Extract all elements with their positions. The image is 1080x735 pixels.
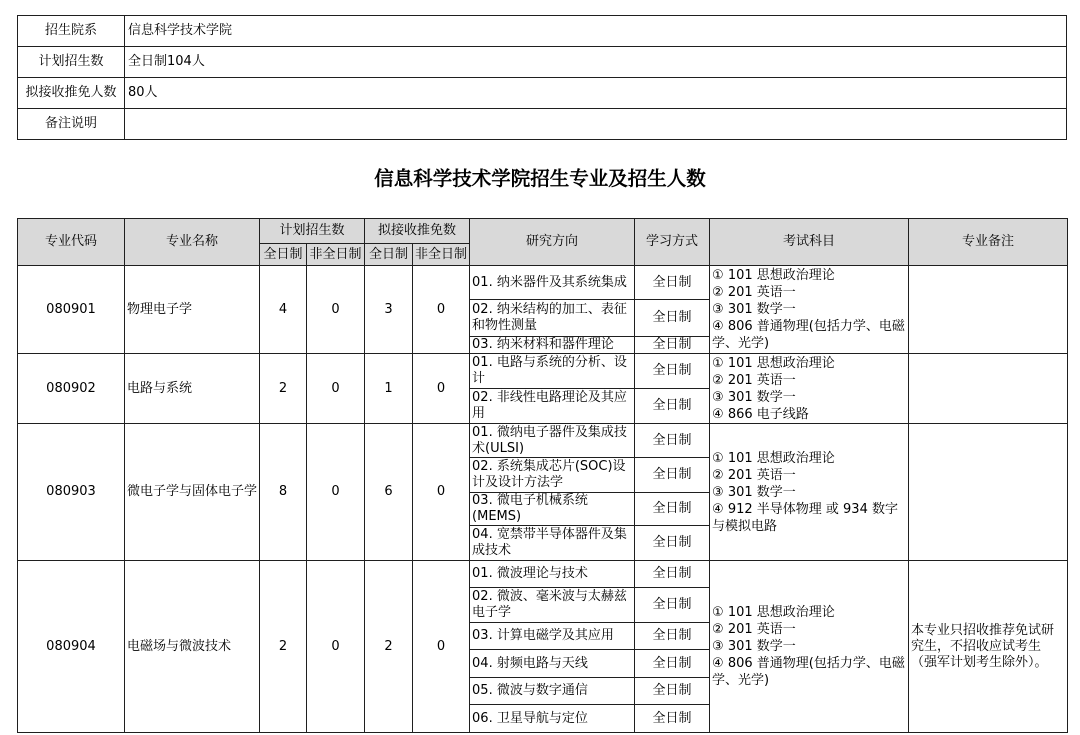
info-row-planned-enrollment [18, 47, 1067, 78]
study-mode: 全日制 [635, 493, 710, 526]
research-direction: 03. 微电子机械系统(MEMS) [470, 493, 635, 526]
exempt-part-time-count: 0 [413, 561, 470, 733]
plan-part-time-count: 0 [307, 266, 365, 354]
info-row-department [18, 16, 1067, 47]
info-label: 拟接收推免人数 [18, 78, 125, 109]
study-mode: 全日制 [635, 354, 710, 389]
study-mode: 全日制 [635, 458, 710, 493]
page-title: 信息科学技术学院招生专业及招生人数 [374, 167, 706, 190]
study-mode: 全日制 [635, 705, 710, 733]
exam-subject: ① 101 思想政治理论 [712, 450, 835, 466]
enrollment-table [17, 218, 1068, 733]
header-planned-enrollment: 计划招生数 [260, 219, 365, 244]
exam-subject: ① 101 思想政治理论 [712, 268, 835, 283]
exam-subject: ④ 866 电子线路 [712, 406, 809, 422]
study-mode: 全日制 [635, 623, 710, 650]
header-row [18, 219, 1068, 244]
study-mode: 全日制 [635, 424, 710, 458]
exempt-part-time-count: 0 [413, 266, 470, 354]
major-code: 080901 [18, 266, 125, 354]
header-major-notes: 专业备注 [909, 219, 1068, 266]
table-row [18, 424, 1068, 458]
major-note [909, 424, 1068, 561]
table-row [18, 561, 1068, 588]
major-name: 物理电子学 [125, 266, 260, 354]
study-mode: 全日制 [635, 650, 710, 678]
exempt-full-time-count: 1 [365, 354, 413, 424]
info-value [125, 109, 1067, 140]
research-direction: 01. 微波理论与技术 [470, 561, 635, 588]
header-research-direction: 研究方向 [470, 219, 635, 266]
exam-subjects [710, 561, 909, 733]
header-exempt-full-time: 全日制 [365, 244, 413, 266]
major-note [909, 354, 1068, 424]
plan-part-time-count: 0 [307, 354, 365, 424]
header-plan-part-time: 非全日制 [307, 244, 365, 266]
exam-subject: ① 101 思想政治理论 [712, 355, 835, 371]
exam-subject: ② 201 英语一 [712, 372, 796, 388]
info-label: 招生院系 [18, 16, 125, 47]
header-study-mode: 学习方式 [635, 219, 710, 266]
research-direction: 06. 卫星导航与定位 [470, 705, 635, 733]
exam-subject: ③ 301 数学一 [712, 302, 796, 317]
header-plan-full-time: 全日制 [260, 244, 307, 266]
exam-subject: ② 201 英语一 [712, 622, 796, 637]
exempt-part-time-count: 0 [413, 424, 470, 561]
research-direction: 04. 射频电路与天线 [470, 650, 635, 678]
info-value: 全日制104人 [125, 47, 1067, 78]
header-exempt-admission: 拟接收推免数 [365, 219, 470, 244]
header-exempt-part-time: 非全日制 [413, 244, 470, 266]
study-mode: 全日制 [635, 300, 710, 337]
plan-full-time-count: 2 [260, 561, 307, 733]
plan-full-time-count: 2 [260, 354, 307, 424]
major-code: 080904 [18, 561, 125, 733]
info-row-exempt-admission [18, 78, 1067, 109]
table-row [18, 266, 1068, 300]
exam-subject: ④ 912 半导体物理 或 934 数字与模拟电路 [712, 501, 898, 534]
study-mode: 全日制 [635, 266, 710, 300]
research-direction: 02. 系统集成芯片(SOC)设计及设计方法学 [470, 458, 635, 493]
major-code: 080903 [18, 424, 125, 561]
exam-subject: ② 201 英语一 [712, 285, 796, 300]
study-mode: 全日制 [635, 526, 710, 561]
header-code: 专业代码 [18, 219, 125, 266]
research-direction: 05. 微波与数字通信 [470, 678, 635, 705]
plan-part-time-count: 0 [307, 424, 365, 561]
exam-subjects [710, 424, 909, 561]
major-note [909, 266, 1068, 354]
major-name: 电磁场与微波技术 [125, 561, 260, 733]
research-direction: 03. 计算电磁学及其应用 [470, 623, 635, 650]
research-direction: 01. 电路与系统的分析、设计 [470, 354, 635, 389]
plan-part-time-count: 0 [307, 561, 365, 733]
exam-subject: ① 101 思想政治理论 [712, 605, 835, 620]
exam-subject: ③ 301 数学一 [712, 639, 796, 654]
study-mode: 全日制 [635, 389, 710, 424]
major-name: 微电子学与固体电子学 [125, 424, 260, 561]
study-mode: 全日制 [635, 561, 710, 588]
exempt-full-time-count: 2 [365, 561, 413, 733]
research-direction: 02. 微波、毫米波与太赫兹电子学 [470, 588, 635, 623]
plan-full-time-count: 4 [260, 266, 307, 354]
exam-subject: ② 201 英语一 [712, 467, 796, 483]
info-table-body [18, 16, 1067, 140]
info-row-remarks [18, 109, 1067, 140]
header-major-name: 专业名称 [125, 219, 260, 266]
exam-subjects [710, 266, 909, 354]
major-name: 电路与系统 [125, 354, 260, 424]
study-mode: 全日制 [635, 337, 710, 354]
research-direction: 04. 宽禁带半导体器件及集成技术 [470, 526, 635, 561]
enrollment-info-table [17, 15, 1067, 140]
exempt-full-time-count: 3 [365, 266, 413, 354]
exam-subject: ④ 806 普通物理(包括力学、电磁学、光学) [712, 319, 905, 351]
table-header [18, 219, 1068, 266]
study-mode: 全日制 [635, 678, 710, 705]
research-direction: 01. 微纳电子器件及集成技术(ULSI) [470, 424, 635, 458]
exam-subject: ④ 806 普通物理(包括力学、电磁学、光学) [712, 656, 905, 688]
table-row [18, 354, 1068, 389]
info-value: 80人 [125, 78, 1067, 109]
research-direction: 02. 纳米结构的加工、表征和物性测量 [470, 300, 635, 337]
exempt-full-time-count: 6 [365, 424, 413, 561]
exam-subject: ③ 301 数学一 [712, 389, 796, 405]
plan-full-time-count: 8 [260, 424, 307, 561]
major-note: 本专业只招收推荐免试研究生，不招收应试考生（强军计划考生除外）。 [909, 561, 1068, 733]
table-body [18, 266, 1068, 733]
info-value: 信息科学技术学院 [125, 16, 1067, 47]
exam-subject: ③ 301 数学一 [712, 484, 796, 500]
research-direction: 01. 纳米器件及其系统集成 [470, 266, 635, 300]
info-label: 备注说明 [18, 109, 125, 140]
info-label: 计划招生数 [18, 47, 125, 78]
research-direction: 03. 纳米材料和器件理论 [470, 337, 635, 354]
major-code: 080902 [18, 354, 125, 424]
exempt-part-time-count: 0 [413, 354, 470, 424]
header-exam-subjects: 考试科目 [710, 219, 909, 266]
study-mode: 全日制 [635, 588, 710, 623]
exam-subjects [710, 354, 909, 424]
research-direction: 02. 非线性电路理论及其应用 [470, 389, 635, 424]
